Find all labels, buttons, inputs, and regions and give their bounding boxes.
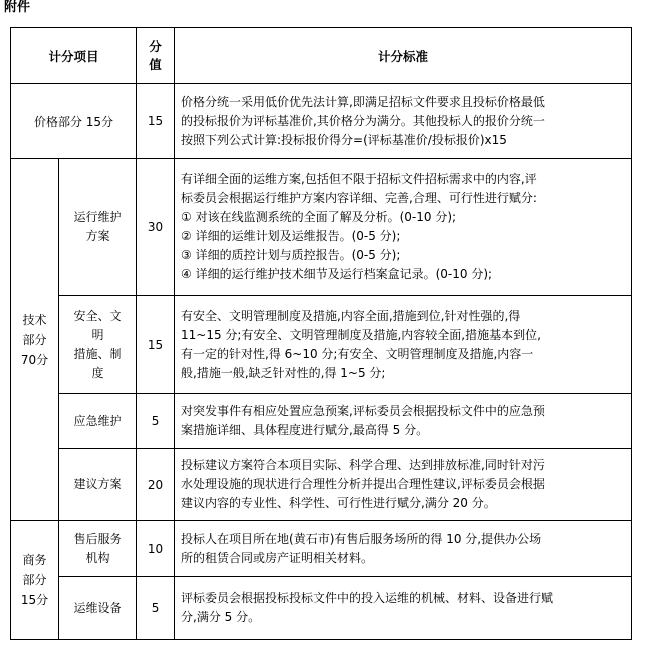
standard-line: ④ 详细的运行维护技术细节及运行档案盒记录。(0-10 分); xyxy=(181,267,493,281)
table-row-price xyxy=(11,84,632,159)
item-name-line: 应急维护 xyxy=(73,413,122,428)
header-score-line1: 分 xyxy=(149,38,162,54)
item-name-line: 机构 xyxy=(85,550,110,565)
standard-line: 投标人在项目所在地(黄石市)有售后服务场所的得 10 分,提供办公场 xyxy=(181,531,542,546)
standard-line: 案措施详细、具体程度进行赋分,最高得 5 分。 xyxy=(181,423,429,437)
item-name-line: 运维设备 xyxy=(73,600,122,615)
standard-line: 标委员会根据运行维护方案内容详细、完善,合理、可行性进行赋分: xyxy=(181,191,537,205)
tech-safety-standard xyxy=(175,296,632,394)
standard-line: 有一定的针对性,得 6~10 分;有安全、文明管理制度及措施,内容一 xyxy=(181,346,534,361)
biz-service-score: 10 xyxy=(137,521,175,577)
item-name-line: 建议方案 xyxy=(73,477,122,491)
item-name-line: 运行维护 xyxy=(73,210,122,224)
table-row-biz-equipment xyxy=(11,577,632,640)
item-name-line: 安全、文 xyxy=(73,308,122,323)
item-name-line: 明 xyxy=(91,327,104,342)
item-name-line: 度 xyxy=(91,365,104,380)
standard-line: ① 对该在线监测系统的全面了解及分析。(0-10 分); xyxy=(181,210,457,224)
tech-ops-score: 30 xyxy=(137,159,175,296)
tech-item-safety xyxy=(59,296,137,394)
business-category-line: 部分 xyxy=(22,573,47,587)
biz-item-equipment xyxy=(59,577,137,640)
tech-ops-standard xyxy=(175,159,632,296)
business-category xyxy=(11,521,59,640)
table-row-tech-safety xyxy=(11,296,632,394)
tech-category-line: 技术 xyxy=(22,312,47,327)
tech-proposal-score: 20 xyxy=(137,449,175,521)
table-row-biz-service xyxy=(11,521,632,577)
standard-line: 水处理设施的现状进行合理性分析并提出合理性建议,评标委员会根据 xyxy=(181,477,545,491)
scoring-table xyxy=(10,27,632,640)
price-standard-line: 按照下列公式计算:投标报价得分=(评标基准价/投标报价)x15 xyxy=(181,132,507,147)
standard-line: ③ 详细的质控计划与质控报告。(0-5 分); xyxy=(181,248,401,262)
biz-equipment-standard xyxy=(175,577,632,640)
standard-line: 有安全、文明管理制度及措施,内容全面,措施到位,针对性强的,得 xyxy=(181,308,521,323)
business-category-line: 15分 xyxy=(20,593,49,607)
standard-line: 对突发事件有相应处置应急预案,评标委员会根据投标文件中的应急预 xyxy=(181,404,545,418)
price-standard xyxy=(175,84,632,159)
standard-line: 分,满分 5 分。 xyxy=(181,610,261,624)
biz-service-standard xyxy=(175,521,632,577)
tech-emergency-score: 5 xyxy=(137,394,175,449)
tech-item-proposal xyxy=(59,449,137,521)
price-standard-line: 的投标报价为评标基准价,其价格分为满分。其他投标人的报价分统一 xyxy=(181,113,545,128)
table-header-row xyxy=(11,28,632,84)
tech-item-emergency xyxy=(59,394,137,449)
standard-line: ② 详细的运维计划及运维报告。(0-5 分); xyxy=(181,229,401,243)
table-row-tech-ops xyxy=(11,159,632,296)
document-title: 附件 xyxy=(4,0,31,15)
biz-item-service xyxy=(59,521,137,577)
standard-line: 建议内容的专业性、科学性、可行性进行赋分,满分 20 分。 xyxy=(181,496,496,510)
price-standard-line: 价格分统一采用低价优先法计算,即满足招标文件要求且投标价格最低 xyxy=(181,94,545,109)
price-score: 15 xyxy=(137,84,175,159)
biz-equipment-score: 5 xyxy=(137,577,175,640)
tech-proposal-standard xyxy=(175,449,632,521)
header-score xyxy=(137,28,175,84)
standard-line: 般,措施一般,缺乏针对性的,得 1~5 分; xyxy=(181,365,386,380)
standard-line: 有详细全面的运维方案,包括但不限于招标文件招标需求中的内容,评 xyxy=(181,172,537,186)
tech-emergency-standard xyxy=(175,394,632,449)
tech-category-line: 70分 xyxy=(20,352,49,367)
table-row-tech-emergency xyxy=(11,394,632,449)
item-name-line: 售后服务 xyxy=(73,531,122,546)
standard-line: 所的租赁合同或房产证明相关材料。 xyxy=(181,550,374,565)
header-item: 计分项目 xyxy=(11,28,137,84)
tech-safety-score: 15 xyxy=(137,296,175,394)
item-name-line: 措施、制 xyxy=(73,346,122,361)
standard-line: 11~15 分;有安全、文明管理制度及措施,内容较全面,措施基本到位, xyxy=(181,327,541,342)
item-name-line: 方案 xyxy=(85,229,110,243)
standard-line: 评标委员会根据投标投标文件中的投入运维的机械、材料、设备进行赋 xyxy=(181,591,554,605)
table-row-tech-proposal xyxy=(11,449,632,521)
business-category-line: 商务 xyxy=(22,553,47,567)
header-score-line2: 值 xyxy=(149,56,162,72)
standard-line: 投标建议方案符合本项目实际、科学合理、达到排放标准,同时针对污 xyxy=(181,458,545,472)
header-standard: 计分标准 xyxy=(175,28,632,84)
tech-category-line: 部分 xyxy=(22,332,47,347)
price-label: 价格部分 15分 xyxy=(11,84,137,159)
tech-category xyxy=(11,159,59,521)
tech-item-ops xyxy=(59,159,137,296)
